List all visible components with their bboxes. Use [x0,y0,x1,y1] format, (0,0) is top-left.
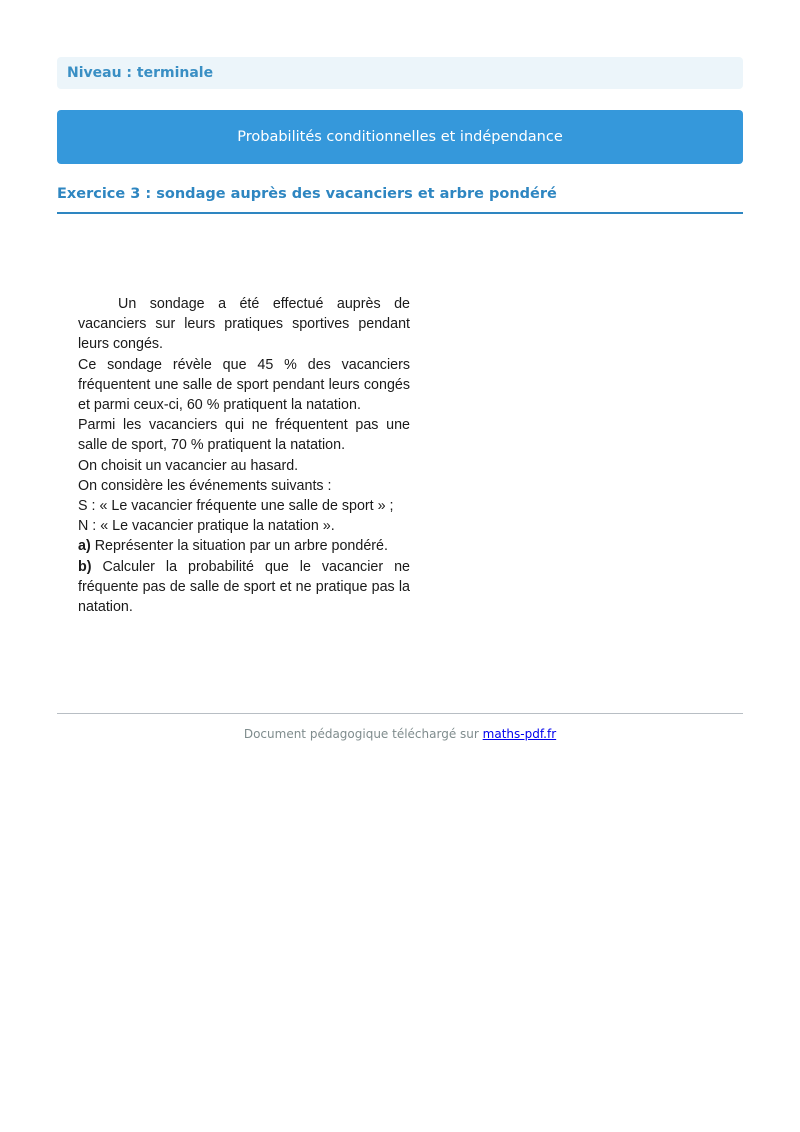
exercise-intro: Un sondage a été effectué auprès de vacanciers sur leurs pratiques sportives pendant leurs congés. [78,296,410,353]
footer-text: Document pédagogique téléchargé sur [243,727,479,741]
exercise-statement [78,294,410,617]
question-a [78,536,410,556]
event-s: S : « Le vacancier fréquente une salle de sport » ; [78,498,394,515]
question-b [78,557,410,618]
exercise-title: Exercice 3 : sondage auprès des vacanciers et arbre pondéré [57,186,557,202]
question-a-label: a) [78,538,91,555]
exercise-paragraph-4: On considère les événements suivants : [78,477,332,494]
exercise-paragraph-3: On choisit un vacancier au hasard. [78,457,299,474]
title-underline [57,212,743,214]
question-b-label: b) [78,558,92,575]
level-label: Niveau : terminale [67,65,214,81]
exercise-paragraph-1: Ce sondage révèle que 45 % des vacanciers fréquentent une salle de sport pendant leurs congés et parmi ceux-ci, 60 % pratiquent la natation. [78,356,410,414]
question-b-text: Calculer la probabilité que le vacancier ne fréquente pas de salle de sport et ne pratique pas la natation. [78,558,410,616]
banner-title: Probabilités conditionnelles et indépendance [237,129,563,145]
footer [57,727,743,741]
footer-divider [57,713,743,714]
question-a-text: Représenter la situation par un arbre pondéré. [94,538,388,555]
footer-link[interactable]: maths-pdf.fr [482,727,557,741]
level-box [57,57,743,89]
exercise-paragraph-2: Parmi les vacanciers qui ne fréquentent pas une salle de sport, 70 % pratiquent la natation. [78,417,410,454]
event-n: N : « Le vacancier pratique la natation ». [78,518,335,535]
title-banner [57,110,743,164]
